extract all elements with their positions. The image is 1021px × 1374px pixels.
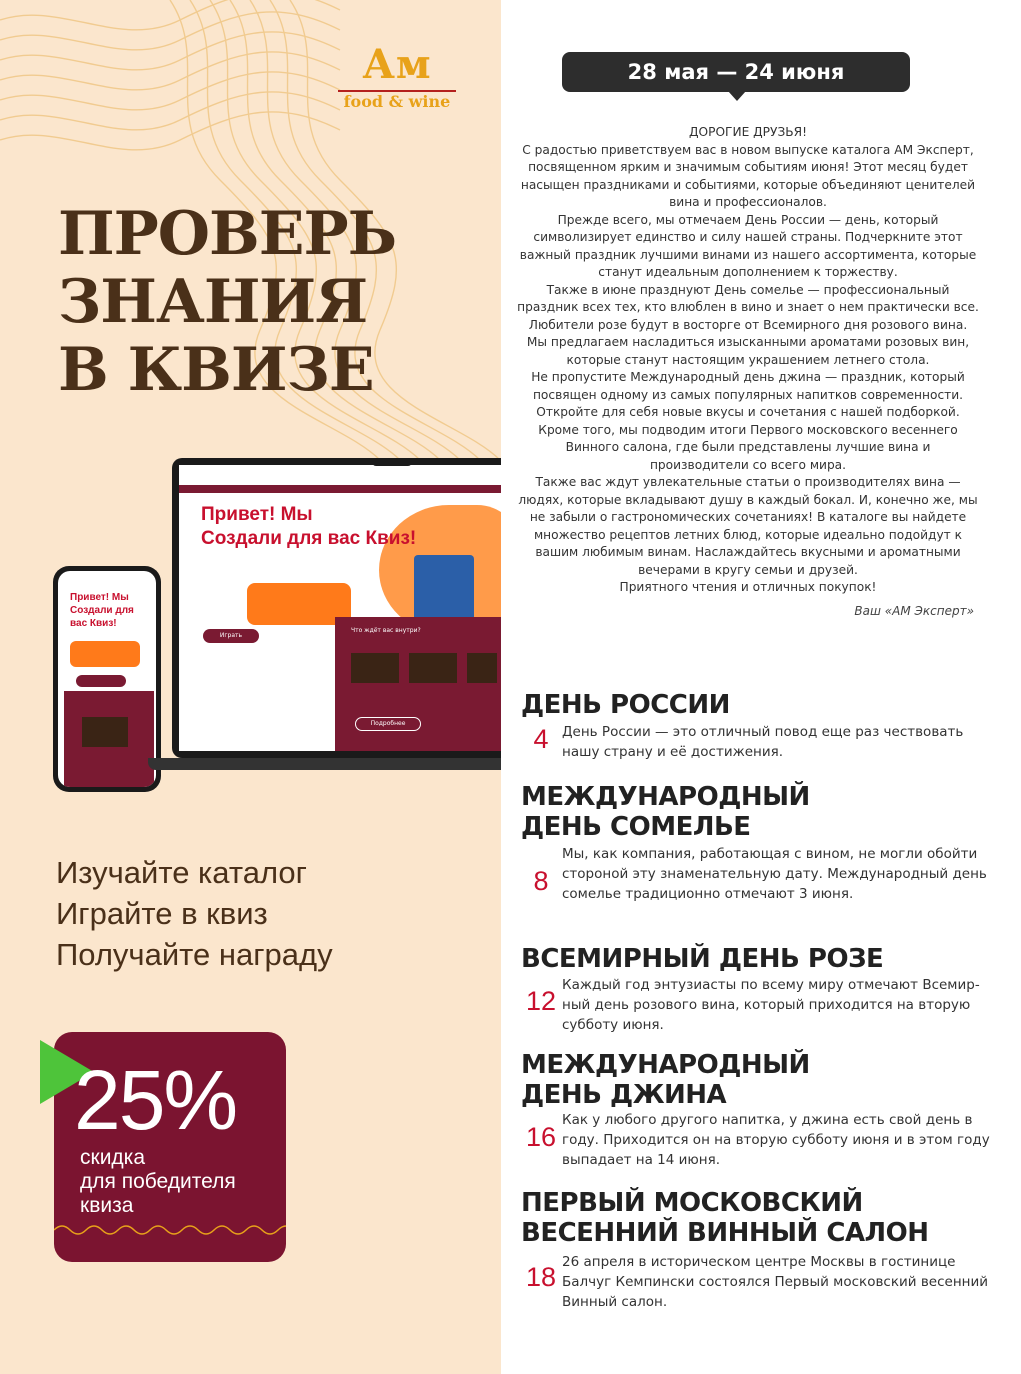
thumbnail-1 <box>351 653 399 683</box>
event-text: Мы, как компания, работающая с вином, не могли обойти стороной эту знаменательную дату. Международный день сомелье традиционно отмечают 3 июня. <box>562 846 987 902</box>
camera-notch <box>372 458 412 466</box>
decorative-wave-line <box>54 1222 286 1238</box>
event-title: ВСЕМИРНЫЙ ДЕНЬ РОЗЕ <box>521 944 884 974</box>
quiz-headline <box>58 200 488 404</box>
event-day: 18 <box>525 1262 557 1292</box>
letter-closing: Приятного чтения и отличных покупок! <box>619 580 877 594</box>
headline-line-3: В КВИЗЕ <box>58 335 374 405</box>
letter-paragraph: Не пропустите Международный день джина — праздник, который посвящен одному из самых популярных напитков современности. Откройте для себя новые вкусы и сочетания с нашей подборкой. <box>531 370 965 419</box>
headline-line-2: ЗНАНИЯ <box>58 267 368 337</box>
laptop-screen <box>172 458 512 758</box>
phone-welcome-bubble <box>70 641 140 667</box>
editorial-letter <box>517 124 979 597</box>
phone-content-panel <box>64 691 154 787</box>
play-button[interactable]: Играть <box>203 629 259 643</box>
event-text: Как у любого другого напитка, у джина есть свой день в году. Приходится он на вторую субботу июня и в этом году выпадает на 14 июня. <box>562 1112 990 1168</box>
event-text: 26 апреля в историческом центре Москвы в гостинице Балчуг Кемпински состоялся Первый московский весенний Винный салон. <box>562 1254 989 1310</box>
inside-label: Что ждёт вас внутри? <box>351 627 421 634</box>
content-panel <box>335 617 505 751</box>
event-day: 4 <box>533 724 549 754</box>
cta-get-reward: Получайте награду <box>56 937 333 972</box>
date-badge-pointer <box>728 91 746 101</box>
phone-play-button[interactable] <box>76 675 126 687</box>
phone-thumbnail <box>82 717 128 747</box>
event-title: МЕЖДУНАРОДНЫЙ ДЕНЬ СОМЕЛЬЕ <box>521 782 810 842</box>
date-range-badge: 28 мая — 24 июня <box>562 52 910 92</box>
letter-paragraph: Кроме того, мы подводим итоги Первого московского весеннего Винного салона, где были представлены лучшие вина и производители со всего мира. <box>538 422 958 472</box>
cta-play-quiz: Играйте в квиз <box>56 896 268 931</box>
laptop-base <box>148 758 512 770</box>
event-sommelier-day <box>521 782 991 932</box>
more-button[interactable] <box>355 717 421 731</box>
event-title: ДЕНЬ РОССИИ <box>521 690 730 720</box>
laptop-mockup <box>172 458 512 768</box>
event-russia-day <box>521 690 991 770</box>
logo-mark: Ам <box>362 41 432 88</box>
letter-paragraph: С радостью приветствуем вас в новом выпуске каталога АМ Эксперт, посвященном ярким и значимым событиям июня! Этот месяц будет насыщен праздниками и событиями, которые объединяют ценителей вина и профессионалов. <box>520 142 976 209</box>
logo-tagline: food & wine <box>343 92 451 111</box>
discount-text-line-1: скидка <box>80 1146 145 1169</box>
letter-paragraph: Также вас ждут увлекательные статьи о производителях вина — людях, которые вкладывают душу в каждый бокал. И, конечно же, мы не забыли о гастрономических сочетаниях! В каталоге вы найдете множество рецептов летних блюд, которые идеально подойдут к вашим любимым винам. Наслаждайтесь вкусными и ароматными вечерами в кругу семьи и друзей. <box>518 475 978 577</box>
headline-line-1: ПРОВЕРЬ <box>58 199 397 269</box>
event-title: ПЕРВЫЙ МОСКОВСКИЙ ВЕСЕННИЙ ВИННЫЙ САЛОН <box>521 1188 929 1248</box>
discount-text-line-3: квиза <box>80 1194 134 1217</box>
event-day: 12 <box>525 986 557 1016</box>
cta-study-catalog: Изучайте каталог <box>56 855 307 890</box>
site-nav-bar <box>179 485 505 493</box>
event-gin-day <box>521 1050 991 1180</box>
event-wine-salon <box>521 1188 991 1318</box>
letter-paragraph: Прежде всего, мы отмечаем День России — день, который символизирует единство и силу нашей страны. Подчеркните этот важный праздник лучшими винами из нашего ассортимента, которые станут идеальным дополнением к торжеству. <box>519 212 977 279</box>
laptop-hero-title: Привет! Мы Создали для вас Квиз! <box>201 504 417 549</box>
discount-percent: 25% <box>74 1053 237 1147</box>
event-day: 16 <box>525 1122 557 1152</box>
discount-text <box>80 1146 236 1218</box>
letter-signature: Ваш «АМ Эксперт» <box>854 604 974 618</box>
laptop-display <box>179 465 505 751</box>
letter-paragraph: Также в июне празднуют День сомелье — профессиональный праздник всех тех, кто влюблен в вино и знает о нем практически все. <box>517 282 979 314</box>
thumbnail-3 <box>467 653 497 683</box>
letter-paragraph: Любители розе будут в восторге от Всемирного дня розового вина. Мы предлагаем насладиться изысканными ароматами розовых вин, которые станут настоящим украшением летнего стола. <box>526 317 970 367</box>
thumbnail-2 <box>409 653 457 683</box>
phone-mockup <box>53 566 161 792</box>
event-title: МЕЖДУНАРОДНЫЙ ДЕНЬ ДЖИНА <box>521 1050 810 1110</box>
brand-logo <box>334 42 460 130</box>
discount-text-line-2: для победителя <box>80 1170 236 1193</box>
event-text: Каждый год энтузиасты по всему миру отмечают Всемир-ный день розового вина, который приходится на вторую субботу июня. <box>562 977 980 1033</box>
event-day: 8 <box>533 866 549 896</box>
letter-greeting: ДОРОГИЕ ДРУЗЬЯ! <box>688 125 807 139</box>
event-rose-day <box>521 944 991 1044</box>
more-button-label: Подробнее <box>370 720 406 727</box>
call-to-action-list <box>56 852 476 975</box>
phone-hero-title: Привет! Мы Создали для вас Квиз! <box>70 592 134 629</box>
phone-screen <box>58 571 156 787</box>
event-text: День России — это отличный повод еще раз чествовать нашу страну и её достижения. <box>562 724 964 760</box>
hero-illustration-book <box>414 555 474 625</box>
